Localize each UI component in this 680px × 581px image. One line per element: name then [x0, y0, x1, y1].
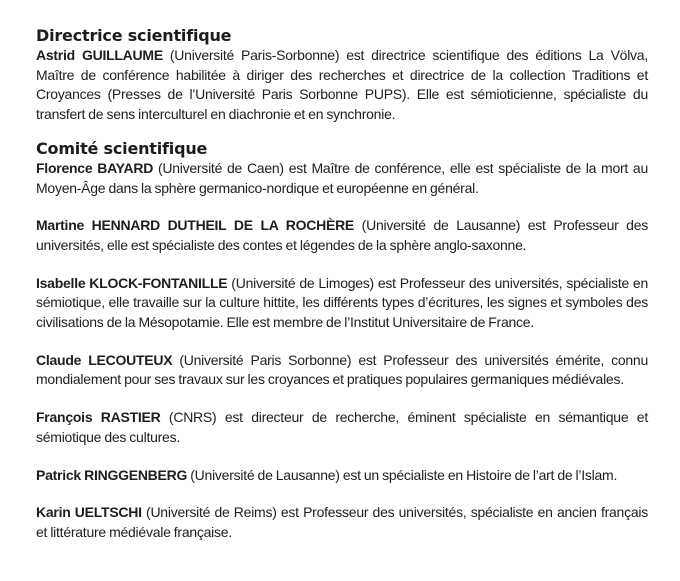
section-heading: Directrice scientifique — [36, 26, 232, 45]
section-heading: Comité scientifique — [36, 138, 208, 158]
entry-ueltschi — [36, 503, 648, 542]
entry-lecouteux — [36, 351, 648, 390]
person-description: (Université Paris Sorbonne) est Professeur des universités émérite, connu mondialement pour ses travaux sur les croyances et pratiques populaires germaniques médiévales. — [36, 351, 649, 388]
person-description: (CNRS) est directeur de recherche, éminent spécialiste en sémantique et sémiotique des cultures. — [36, 409, 648, 445]
person-description: (Université de Lausanne) est un spécialiste en Histoire de l’art de l’Islam. — [187, 466, 618, 483]
entry-hennard — [36, 216, 648, 255]
section-directrice — [36, 26, 648, 125]
person-description: (Université de Limoges) est Professeur des universités, spécialiste en sémiotique, elle travaille sur la culture hittite, les différents types d’écritures, les signes et symboles des civilisations de la Mésopotamie. Elle est membre de l’Institut Universitaire de France. — [36, 274, 649, 331]
person-description: (Université de Caen) est Maître de conférence, elle est spécialiste de la mort au Moyen-Âge dans la sphère germanico-nordique et européenne en général. — [36, 159, 648, 196]
entry-ringgenberg — [36, 466, 648, 486]
document-page — [36, 26, 648, 561]
section-comite — [36, 139, 648, 543]
person-description: (Université de Lausanne) est Professeur des universités, elle est spécialiste des contes et légendes de la sphère anglo-saxonne. — [36, 217, 648, 253]
person-description: (Université de Reims) est Professeur des universités, spécialiste en ancien français et littérature médiévale française. — [36, 504, 648, 540]
entry-klock — [36, 274, 648, 333]
person-name: Claude LECOUTEUX — [36, 351, 173, 368]
person-name: Martine HENNARD DUTHEIL DE LA ROCHÈRE — [36, 217, 355, 234]
person-name: Astrid GUILLAUME — [36, 47, 163, 63]
person-name: Isabelle KLOCK-FONTANILLE — [36, 274, 228, 291]
entry-bayard — [36, 159, 648, 198]
person-name: Karin UELTSCHI — [36, 504, 142, 521]
person-name: François RASTIER — [36, 409, 161, 426]
entry-rastier — [36, 408, 648, 447]
entry-guillaume — [36, 46, 648, 125]
person-name: Patrick RINGGENBERG — [36, 466, 188, 483]
person-description: (Université Paris-Sorbonne) est directrice scientifique des éditions La Völva, Maître de conférence habilitée à diriger des recherches et directrice de la collection Traditions et Croyances (Presses de l’Université Paris Sorbonne PUPS). Elle est sémioticienne, spécialiste du transfert de sens interculturel en diachronie et en synchronie. — [36, 47, 648, 123]
person-name: Florence BAYARD — [36, 159, 154, 176]
